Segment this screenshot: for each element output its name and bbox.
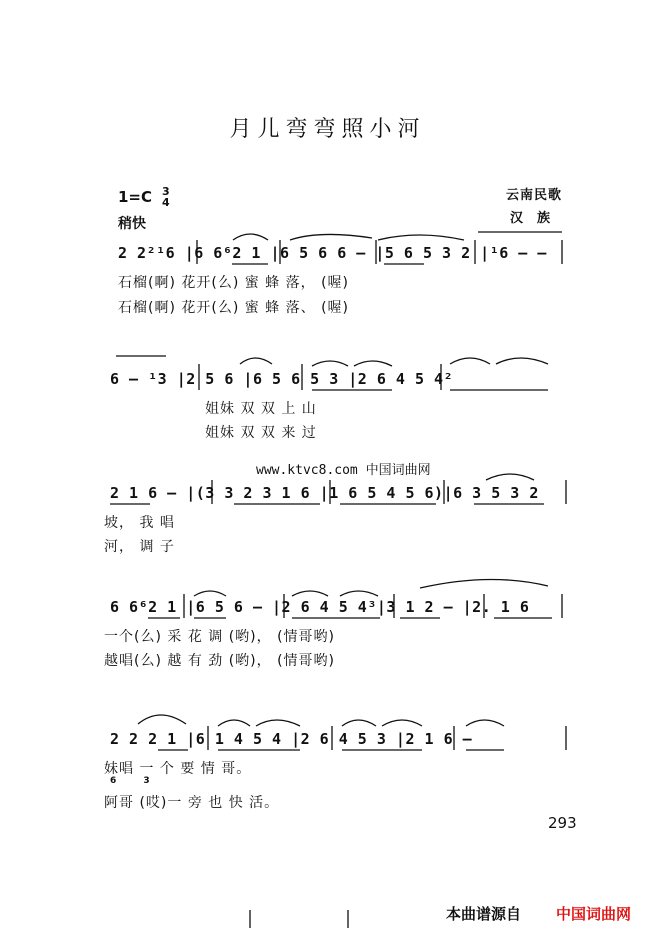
slur [138, 715, 186, 724]
slur [450, 358, 490, 364]
slur [218, 720, 250, 726]
lyrics-row-4-verse-2: 越唱(么) 越 有 劲 (哟)， (情哥哟) [104, 653, 336, 669]
notation-row-4: 6 6⁶2 1 |6 5 6 – |2 6 4 5 4³|3 1 2 – |2. 1 6 [110, 598, 530, 616]
lyrics-row-5-verse-2: 阿哥 (哎)一 旁 也 快 活。 [104, 795, 280, 811]
lyrics-row-5-verse-1: 妹唱 一 个 要 情 哥。 [104, 761, 252, 777]
slur [354, 361, 392, 366]
slur [233, 234, 268, 240]
lyrics-row-2-verse-1: 姐妹 双 双 上 山 [205, 401, 317, 417]
slur [256, 720, 300, 726]
slur [486, 474, 534, 480]
lyrics-row-1-verse-2: 石榴(啊) 花开(么) 蜜 蜂 落、 (喔) [118, 300, 350, 316]
slur [194, 591, 226, 596]
notation-row-2: 6 – ¹3 |2 5 6 |6 5 6 5 3 |2 6 4 5 4² [110, 370, 454, 388]
footer-site-name: 中国词曲网 [556, 905, 632, 923]
lyrics-row-1-verse-1: 石榴(啊) 花开(么) 蜜 蜂 落， (喔) [118, 275, 350, 291]
slur [292, 591, 328, 596]
source-ethnicity: 汉族 [510, 211, 565, 226]
key-signature: 1=C [118, 188, 153, 206]
footer-source-label: 本曲谱源自 [446, 905, 522, 923]
slur [312, 361, 348, 366]
slur [340, 591, 378, 596]
lyrics-row-4-verse-1: 一个(么) 采 花 调 (哟)， (情哥哟) [104, 629, 336, 645]
tempo-marking: 稍快 [118, 216, 146, 232]
slur [496, 358, 548, 364]
lyrics-row-3-verse-1: 坡， 我 唱 [104, 515, 175, 531]
slur [240, 358, 272, 364]
slur [420, 579, 548, 588]
slur [382, 720, 422, 726]
slur [466, 720, 504, 726]
song-title: 月儿弯弯照小河 [229, 117, 426, 142]
watermark-url: www.ktvc8.com [256, 463, 358, 478]
time-signature-bottom: 4 [162, 196, 170, 209]
notation-row-1: 2 2²¹6 |6 6⁶2 1 |6 5 6 6 – |5 6 5 3 2 |¹6 – – [118, 244, 547, 262]
lyrics-row-3-verse-2: 河， 调 子 [104, 539, 175, 555]
source-origin: 云南民歌 [506, 188, 563, 203]
lyrics-row-2-verse-2: 姐妹 双 双 来 过 [205, 425, 317, 441]
notation-row-3: 2 1 6 – |(3 3 2 3 1 6 |1 6 5 4 5 6)|6 3 5 3 2 [110, 484, 539, 502]
watermark-site-name: 中国词曲网 [365, 463, 431, 478]
slur [342, 720, 376, 726]
page-number: 293 [548, 814, 577, 832]
slur [378, 235, 464, 240]
slur [290, 234, 372, 240]
time-signature-top: 3 [162, 185, 170, 198]
small-notation-marks: 6 3 [110, 776, 162, 786]
notation-row-5: 2 2 2 1 |6 1 4 5 4 |2 6 4 5 3 |2 1 6 – [110, 730, 473, 748]
